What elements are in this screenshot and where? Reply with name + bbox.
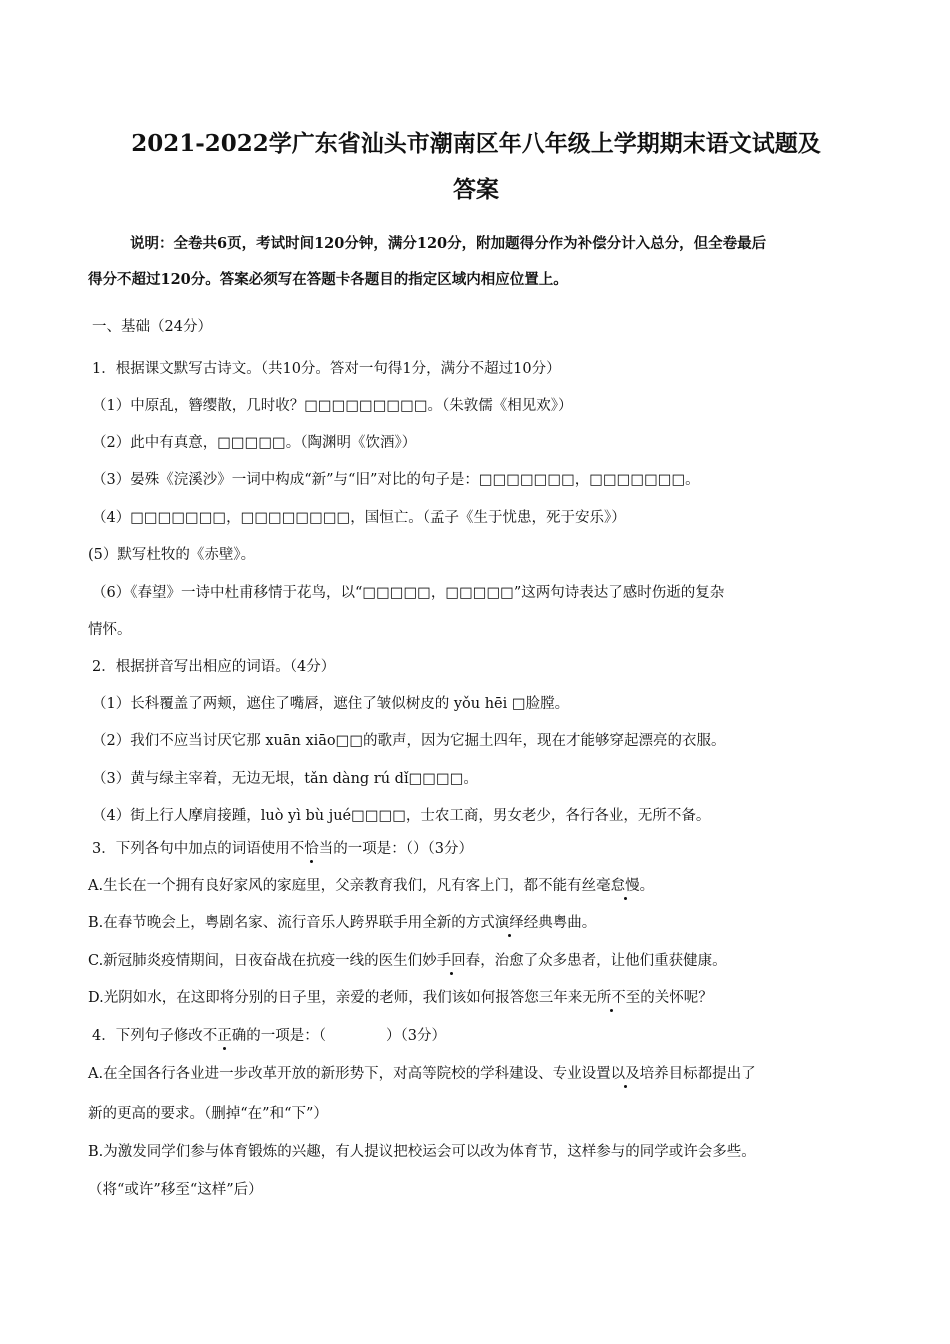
question-4-stem-text: 4．下列句子修改 <box>92 1028 203 1044</box>
question-1-item-1: （1）中原乱，簪缨散，几时收？□□□□□□□□□。（朱敦儒《相见欢》） <box>92 398 573 414</box>
option-a-tail: 。 <box>639 878 655 894</box>
question-3-option-d <box>88 991 864 1006</box>
option-c-tail: ，治愈了众多患者，让他们重获健康。 <box>480 953 727 969</box>
question-4-option-a-line-1 <box>88 1067 864 1082</box>
option-b-text: B.在春节晚会上，粤剧名家、流行音乐人跨界联手用全新的方式 <box>88 915 495 931</box>
option-a-dotted-word: 怠慢 <box>610 878 640 894</box>
question-2-item-3: （3）黄与绿主宰着，无边无垠，tǎn dàng rú dǐ□□□□。 <box>92 771 478 787</box>
question-1-item-3: （3）晏殊《浣溪沙》一词中构成“新”与“旧”对比的句子是：□□□□□□□，□□□□□□□。 <box>92 472 700 488</box>
option-d-text: D.光阴如水，在这即将分别的日子里，亲爱的老师，我们该如何报答您三年来 <box>88 990 583 1006</box>
question-4-option-b-line-2: （将“或许”移至“这样”后） <box>88 1182 263 1198</box>
question-2-stem: 2．根据拼音写出相应的词语。（4分） <box>92 659 336 675</box>
question-4-stem <box>88 1029 868 1044</box>
option-b-dotted-word: 演绎 <box>494 915 524 931</box>
question-1-item-6-continued: 情怀。 <box>88 622 132 638</box>
document-title-line-1: 2021-2022学广东省汕头市潮南区年八年级上学期期末语文试题及 <box>131 130 821 157</box>
question-1-item-5: (5）默写杜牧的《赤壁》。 <box>88 547 256 563</box>
question-4-option-b-line-1: B.为激发同学们参与体育锻炼的兴趣，有人提议把校运会可以改为体育节，这样参与的同学或许会多些。 <box>88 1144 756 1160</box>
question-1-item-6: （6）《春望》一诗中杜甫移情于花鸟，以“□□□□□，□□□□□”这两句诗表达了感时伤逝的复杂 <box>92 585 725 601</box>
section-heading: 一、基础（24分） <box>92 319 212 335</box>
question-3-stem <box>88 842 868 857</box>
question-4-stem-middle: 的一项是：（ <box>246 1028 326 1044</box>
question-1-item-2: （2）此中有真意，□□□□□。（陶渊明《饮酒》） <box>92 435 417 451</box>
question-1-stem: 1．根据课文默写古诗文。（共10分。答对一句得1分，满分不超过10分） <box>92 361 561 377</box>
option-a-dotted-word: 以及 <box>610 1066 640 1082</box>
question-4-stem-emphasis: 不正确 <box>202 1028 247 1044</box>
question-3-stem-emphasis: 不恰当 <box>289 841 334 857</box>
question-2-item-1: （1）长科覆盖了两颊，遮住了嘴唇，遮住了皱似树皮的 yǒu hēi □脸膛。 <box>92 696 570 712</box>
option-c-text: C.新冠肺炎疫情期间，日夜奋战在抗疫一线的医生们 <box>88 953 423 969</box>
option-a-text: A.生长在一个拥有良好家风的家庭里，父亲教育我们，凡有客上门，都不能有丝毫 <box>88 878 611 894</box>
question-2-item-2: （2）我们不应当讨厌它那 xuān xiāo□□的歌声，因为它掘土四年，现在才能够穿起漂亮的衣服。 <box>92 733 726 749</box>
option-b-tail: 经典粤曲。 <box>523 915 597 931</box>
option-d-tail: 的关怀呢？ <box>640 990 713 1006</box>
option-a-text: A.在全国各行各业进一步改革开放的新形势下，对高等院校的学科建设、专业设置 <box>88 1066 611 1082</box>
instructions-line-1: 说明：全卷共6页，考试时间120分钟，满分120分，附加题得分作为补偿分计入总分，但全卷最后 <box>130 235 767 252</box>
option-d-dotted-word: 无所不至 <box>582 990 641 1006</box>
question-3-stem-text: 3．下列各句中加点的词语使用 <box>92 841 290 857</box>
question-4-option-a-line-2: 新的更高的要求。（删掉“在”和“下”） <box>88 1106 328 1122</box>
instructions-line-2: 得分不超过120分。答案必须写在答题卡各题目的指定区域内相应位置上。 <box>88 271 568 288</box>
question-4-stem-tail: ）（3分） <box>385 1028 446 1044</box>
question-2-item-4: （4）街上行人摩肩接踵，luò yì bù jué□□□□，士农工商，男女老少，各行各业，无所不备。 <box>92 808 711 824</box>
option-c-dotted-word: 妙手回春 <box>422 953 481 969</box>
question-3-option-c <box>88 954 864 969</box>
question-3-option-b <box>88 916 864 931</box>
option-a-tail: 培养目标都提出了 <box>639 1066 756 1082</box>
question-3-option-a <box>88 879 864 894</box>
question-3-stem-tail: 的一项是：（）（3分） <box>333 841 473 857</box>
document-title-line-2: 答案 <box>453 176 499 203</box>
question-1-item-4: （4）□□□□□□□，□□□□□□□□，国恒亡。（孟子《生于忧患，死于安乐》） <box>92 510 626 526</box>
